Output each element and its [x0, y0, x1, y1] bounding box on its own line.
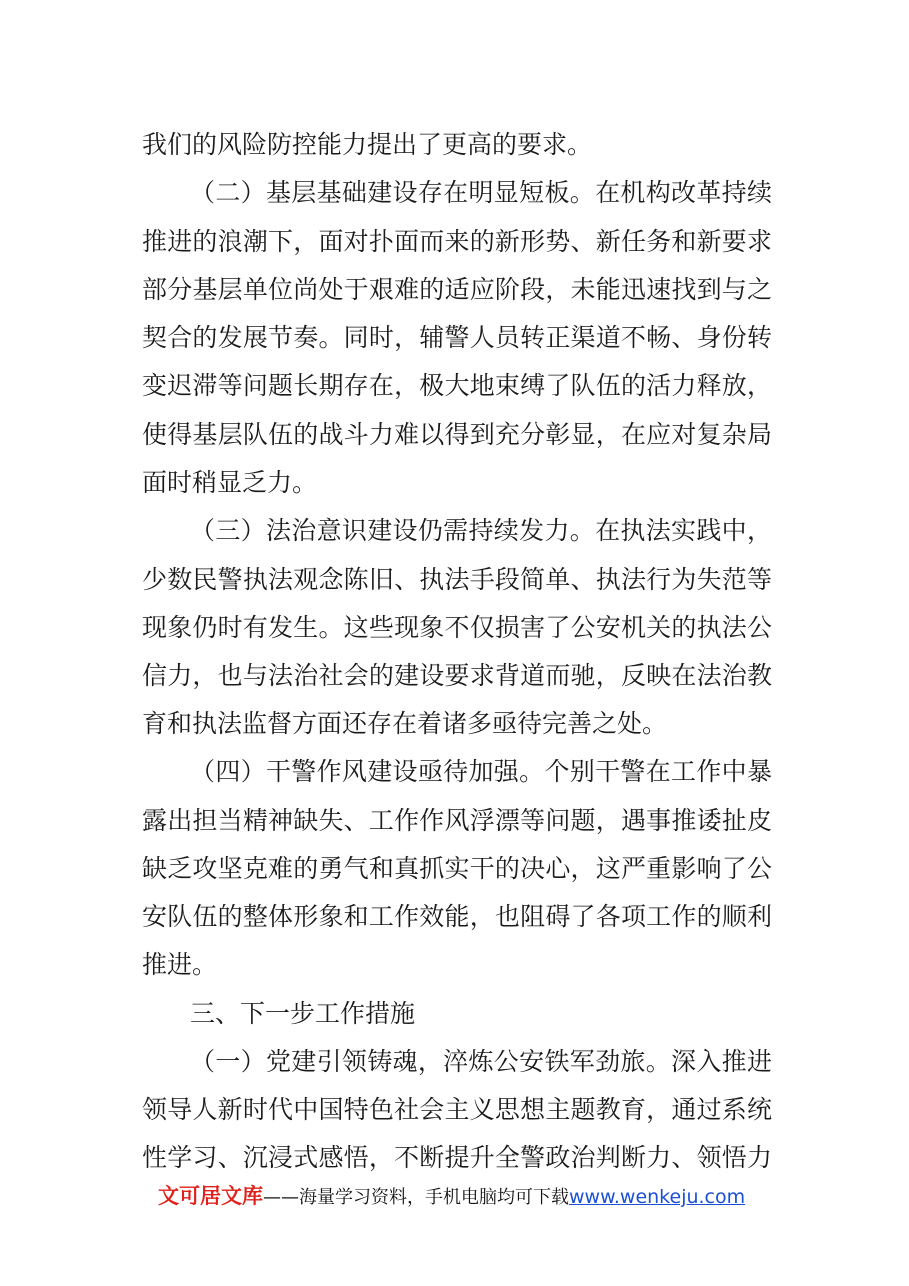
- text-line: 安队伍的整体形象和工作效能，也阻碍了各项工作的顺利: [142, 902, 772, 931]
- text-line: 少数民警执法观念陈旧、执法手段简单、执法行为失范等: [142, 565, 772, 594]
- text-line: （一）党建引领铸魂，淬炼公安铁军劲旅。深入推进: [190, 1047, 772, 1076]
- text-line: （三）法治意识建设仍需持续发力。在执法实践中，: [190, 516, 772, 545]
- text-line: 现象仍时有发生。这些现象不仅损害了公安机关的执法公: [142, 613, 772, 642]
- text-line: （二）基层基础建设存在明显短板。在机构改革持续: [190, 178, 772, 207]
- text-line: 推进的浪潮下，面对扑面而来的新形势、新任务和新要求: [142, 227, 772, 256]
- text-line: 育和执法监督方面还存在着诸多亟待完善之处。: [142, 709, 668, 738]
- text-line: 我们的风险防控能力提出了更高的要求。: [142, 130, 593, 159]
- text-line: 露出担当精神缺失、工作作风浮漂等问题，遇事推诿扯皮: [142, 806, 772, 835]
- text-line: 领导人新时代中国特色社会主义思想主题教育，通过系统: [142, 1095, 772, 1124]
- text-line: 契合的发展节奏。同时，辅警人员转正渠道不畅、身份转: [142, 323, 772, 352]
- footer-slogan: ——海量学习资料，手机电脑均可下载: [263, 1187, 569, 1208]
- text-line: 部分基层单位尚处于艰难的适应阶段，未能迅速找到与之: [142, 275, 772, 304]
- footer-site-link[interactable]: www.wenkeju.com: [569, 1186, 746, 1208]
- footer-brand: 文可居文库: [158, 1184, 263, 1208]
- footer-banner: [158, 1180, 778, 1212]
- text-line: （四）干警作风建设亟待加强。个别干警在工作中暴: [190, 757, 772, 786]
- text-line: 推进。: [142, 950, 218, 979]
- text-line: 缺乏攻坚克难的勇气和真抓实干的决心，这严重影响了公: [142, 854, 772, 883]
- text-line: 性学习、沉浸式感悟，不断提升全警政治判断力、领悟力: [142, 1143, 772, 1172]
- text-line: 变迟滞等问题长期存在，极大地束缚了队伍的活力释放，: [142, 371, 772, 400]
- text-line: 信力，也与法治社会的建设要求背道而驰，反映在法治教: [142, 661, 772, 690]
- text-line: 面时稍显乏力。: [142, 468, 318, 497]
- text-line: 使得基层队伍的战斗力难以得到充分彰显，在应对复杂局: [142, 420, 772, 449]
- section-heading: 三、下一步工作措施: [190, 999, 416, 1028]
